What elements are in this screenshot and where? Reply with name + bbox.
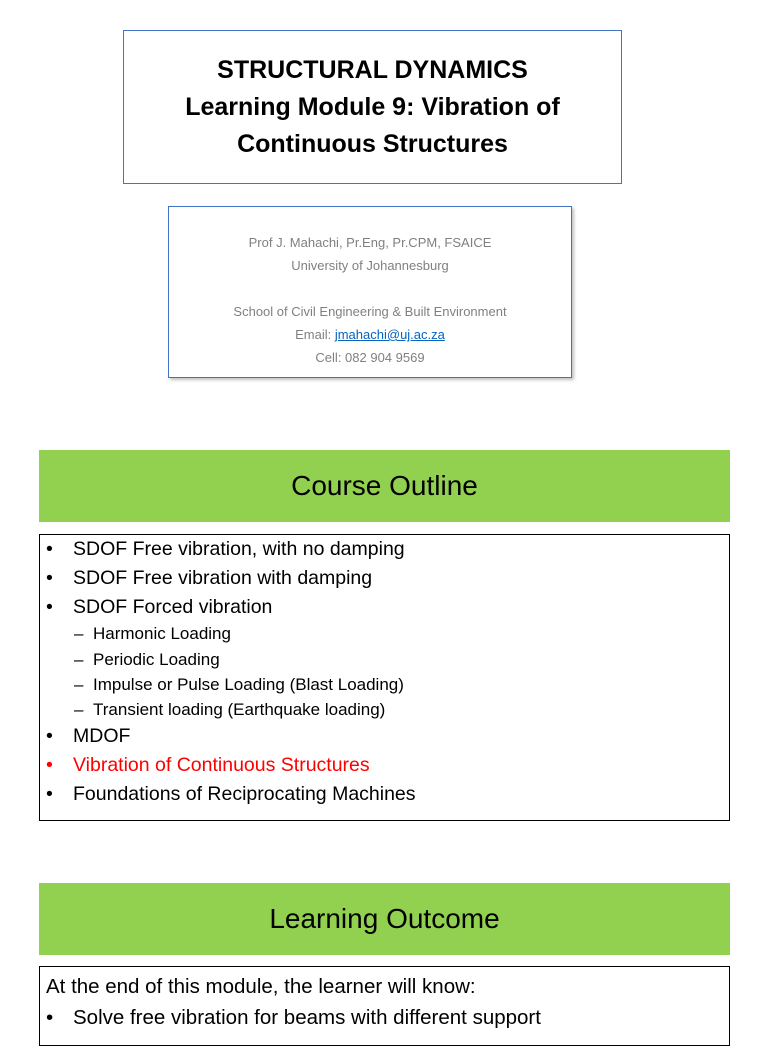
author-email-line xyxy=(169,323,571,346)
outline-sub-item: – Harmonic Loading xyxy=(46,621,723,646)
email-label: Email: xyxy=(295,327,335,342)
outcome-item: • Solve free vibration for beams with different support xyxy=(46,1002,723,1033)
outcome-intro: At the end of this module, the learner will know: xyxy=(46,975,476,998)
course-outline-list xyxy=(39,534,730,821)
author-box xyxy=(168,206,572,378)
title-line-1: STRUCTURAL DYNAMICS xyxy=(217,55,528,84)
outline-item: • MDOF xyxy=(46,722,723,751)
course-outline-heading: Course Outline xyxy=(291,470,478,501)
author-name: Prof J. Mahachi, Pr.Eng, Pr.CPM, FSAICE xyxy=(248,235,492,250)
outline-sub-item: – Periodic Loading xyxy=(46,647,723,672)
learning-outcome-heading: Learning Outcome xyxy=(269,903,500,934)
outline-sub-item: – Transient loading (Earthquake loading) xyxy=(46,697,723,722)
outline-item-highlighted: • Vibration of Continuous Structures xyxy=(46,751,723,780)
dash-icon: – xyxy=(74,624,84,644)
dash-icon: – xyxy=(74,700,84,719)
dash-icon: – xyxy=(74,674,84,694)
bullet-icon: • xyxy=(46,754,53,776)
bullet-icon: • xyxy=(46,725,53,748)
title-box xyxy=(123,30,622,184)
author-cell: Cell: 082 904 9569 xyxy=(315,350,425,365)
outline-item: • SDOF Free vibration with damping xyxy=(46,564,723,593)
bullet-icon: • xyxy=(46,538,53,560)
bullet-icon: • xyxy=(46,782,53,805)
outline-item: • SDOF Forced vibration xyxy=(46,593,723,622)
learning-outcome-box xyxy=(39,966,730,1046)
outline-item: • Foundations of Reciprocating Machines xyxy=(46,780,723,809)
author-school: School of Civil Engineering & Built Environment xyxy=(233,304,507,319)
bullet-icon: • xyxy=(46,595,53,618)
author-university: University of Johannesburg xyxy=(291,258,449,273)
email-link[interactable]: jmahachi@uj.ac.za xyxy=(334,327,445,342)
learning-outcome-banner xyxy=(39,883,730,955)
outline-item: • SDOF Free vibration, with no damping xyxy=(46,535,723,564)
course-outline-banner xyxy=(39,450,730,522)
title-line-3: Continuous Structures xyxy=(237,129,508,158)
dash-icon: – xyxy=(74,649,84,669)
bullet-icon: • xyxy=(46,1006,54,1029)
title-line-2: Learning Module 9: Vibration of xyxy=(185,92,560,121)
outline-sub-item: – Impulse or Pulse Loading (Blast Loading) xyxy=(46,672,723,697)
bullet-icon: • xyxy=(46,566,53,589)
